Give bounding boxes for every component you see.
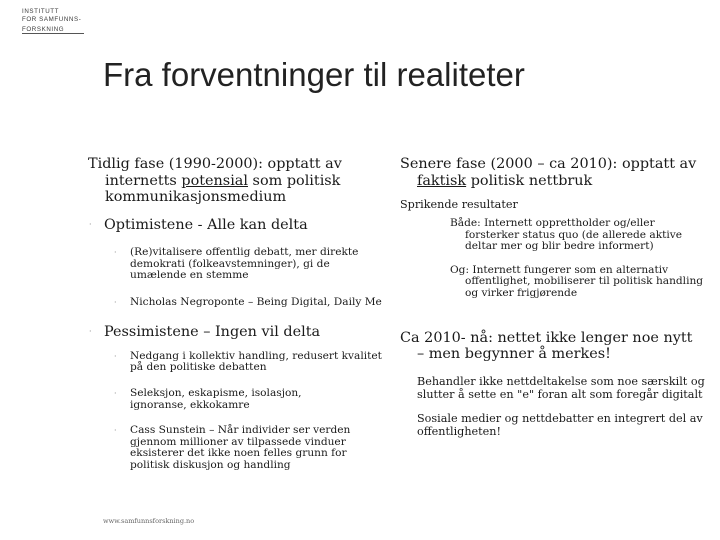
pessimists-subitem-text: Seleksjon, eskapisme, isolasjon, ignoranse, ekkokamre	[130, 387, 302, 411]
pessimists-subitem	[88, 388, 345, 411]
optimists-subitem	[88, 297, 388, 309]
optimists-subitem	[88, 247, 388, 282]
current-phase-paragraph: Behandler ikke nettdeltakelse som noe særskilt og slutter å sette en "e" foran alt som foregår digitalt	[417, 374, 705, 401]
optimists-item	[88, 217, 388, 234]
current-phase-heading: Ca 2010- nå: nettet ikke lenger noe nytt – men begynner å merkes!	[400, 329, 693, 363]
left-column	[88, 156, 388, 472]
bullet-icon: ·	[114, 389, 117, 399]
bullet-icon: ·	[89, 219, 92, 229]
pessimists-subitem	[88, 425, 355, 471]
optimists-subitem-text: (Re)vitalisere offentlig debatt, mer direkte demokrati (folkeavstemninger), gi de umælende en stemme	[130, 246, 359, 282]
logo-line-2: FOR SAMFUNNS-	[22, 16, 82, 23]
bullet-icon: ·	[114, 426, 117, 436]
optimists-label: Optimistene - Alle kan delta	[104, 216, 308, 233]
early-phase-heading	[88, 156, 388, 206]
footer-url: www.samfunnsforskning.no	[103, 517, 195, 525]
current-phase-paragraph: Sosiale medier og nettdebatter en integrert del av offentligheten!	[417, 411, 703, 438]
pessimists-subitem-text: Cass Sunstein – Når individer ser verden gjennom millioner av tilpassede vinduer eksisterer det ikke noen felles grunn for politisk diskusjon og handling	[130, 424, 351, 472]
logo-line-3: FORSKNING	[22, 26, 65, 33]
right-column	[400, 156, 705, 438]
bullet-icon: ·	[114, 297, 117, 307]
finding-item: Både: Internett opprettholder og/eller forsterker status quo (de allerede aktive deltar mer og blir bedre informert)	[450, 217, 683, 253]
optimists-subitem-text: Nicholas Negroponte – Being Digital, Daily Me	[130, 295, 382, 308]
later-phase-heading-rest: politisk nettbruk	[466, 172, 593, 189]
bullet-icon: ·	[89, 327, 92, 337]
bullet-icon: ·	[114, 248, 117, 257]
early-phase-heading-rest: som politisk kommunikasjonsmedium	[105, 172, 341, 205]
pessimists-label: Pessimistene – Ingen vil delta	[104, 324, 321, 341]
bullet-icon: ·	[114, 351, 117, 361]
logo-divider	[22, 33, 84, 34]
pessimists-item	[88, 324, 388, 341]
early-phase-heading-text: Tidlig fase (1990-2000): opptatt av internetts	[88, 156, 342, 189]
finding-item: Og: Internett fungerer som en alternativ offentlighet, mobiliserer til politisk handling og virker frigjørende	[450, 263, 704, 299]
slide-title: Fra forventninger til realiteter	[103, 56, 525, 93]
later-phase-heading	[400, 156, 700, 189]
logo-line-1: INSTITUTT	[22, 8, 60, 15]
pessimists-subitem-text: Nedgang i kollektiv handling, redusert kvalitet på den politiske debatten	[130, 349, 382, 374]
later-phase-heading-text: Senere fase (2000 – ca 2010): opptatt av	[400, 156, 697, 172]
pessimists-subitem	[88, 351, 388, 374]
split-results-label: Sprikende resultater	[400, 198, 518, 211]
later-phase-heading-emphasis: faktisk	[417, 172, 467, 189]
institute-logo	[22, 8, 92, 34]
early-phase-heading-emphasis: potensial	[181, 172, 248, 189]
